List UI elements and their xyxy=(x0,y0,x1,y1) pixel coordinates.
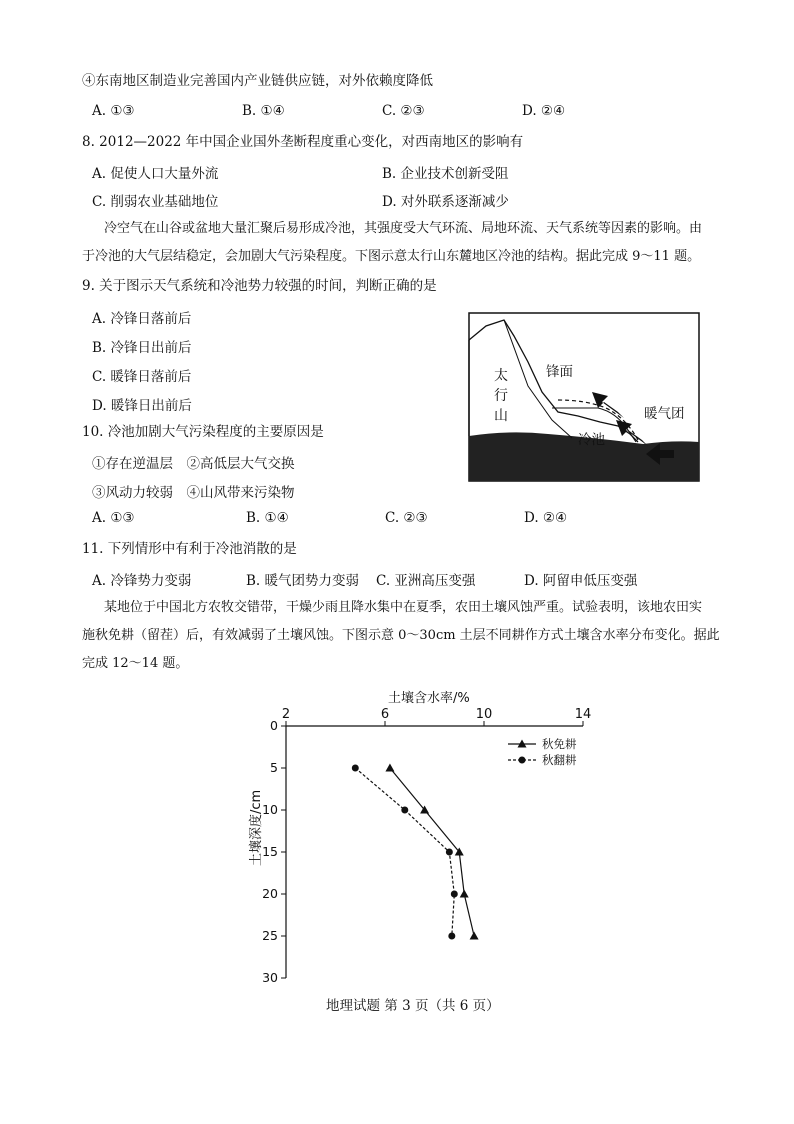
soil-moisture-chart xyxy=(238,686,618,996)
q9-stem: 9. 关于图示天气系统和冷池势力较强的时间，判断正确的是 xyxy=(82,278,437,294)
legend-label: 秋翻耕 xyxy=(542,753,577,767)
x-tick-label: 6 xyxy=(380,707,390,722)
q8-option-a: A. 促使人口大量外流 xyxy=(92,166,219,182)
circle-marker xyxy=(401,807,408,814)
q10-stem: 10. 冷池加剧大气污染程度的主要原因是 xyxy=(82,424,324,440)
chart-ylabel: 土壤深度/cm xyxy=(249,789,264,866)
y-tick-label: 5 xyxy=(270,760,278,775)
q7-option-d: D. ②④ xyxy=(522,103,566,119)
y-tick-label: 25 xyxy=(262,928,278,943)
passage-2-line-1: 某地位于中国北方农牧交错带，干燥少雨且降水集中在夏季，农田土壤风蚀严重。试验表明，该地农田实 xyxy=(104,600,703,615)
y-tick-label: 10 xyxy=(262,802,278,817)
cold-pool-diagram xyxy=(468,312,700,482)
q10-option-d: D. ②④ xyxy=(524,510,568,526)
mountain-label-1: 太 xyxy=(494,368,508,384)
mountain-label-3: 山 xyxy=(494,408,508,424)
circle-marker xyxy=(448,933,455,940)
q11-option-d: D. 阿留申低压变强 xyxy=(524,573,638,589)
passage-1-line-1: 冷空气在山谷或盆地大量汇聚后易形成冷池，其强度受大气环流、局地环流、天气系统等因素的影响。由 xyxy=(104,221,703,236)
front-label: 锋面 xyxy=(546,364,573,380)
q8-option-c: C. 削弱农业基础地位 xyxy=(92,194,219,210)
q7-option-c: C. ②③ xyxy=(382,103,425,119)
series-line-2 xyxy=(355,768,454,936)
q8-stem: 8. 2012—2022 年中国企业国外垄断程度重心变化，对西南地区的影响有 xyxy=(82,134,524,150)
x-tick-label: 10 xyxy=(475,707,493,722)
q7-item-4: ④东南地区制造业完善国内产业链供应链，对外依赖度降低 xyxy=(82,73,433,89)
q8-option-b: B. 企业技术创新受阻 xyxy=(382,166,509,182)
q9-option-d: D. 暖锋日出前后 xyxy=(92,398,192,414)
triangle-marker xyxy=(460,890,469,898)
legend-label: 秋免耕 xyxy=(542,737,577,751)
legend-circle-marker xyxy=(519,757,526,764)
x-tick-label: 2 xyxy=(281,707,291,722)
q10-option-a: A. ①③ xyxy=(92,510,135,526)
y-tick-label: 30 xyxy=(262,970,278,985)
q11-option-b: B. 暖气团势力变弱 xyxy=(246,573,360,589)
triangle-marker xyxy=(470,932,479,940)
y-tick-label: 0 xyxy=(270,718,278,733)
q10-option-b: B. ①④ xyxy=(246,510,289,526)
y-tick-label: 20 xyxy=(262,886,278,901)
circle-marker xyxy=(451,891,458,898)
passage-2-line-3: 完成 12～14 题。 xyxy=(82,656,189,671)
circle-marker xyxy=(352,765,359,772)
q9-option-b: B. 冷锋日出前后 xyxy=(92,340,192,356)
q7-option-a: A. ①③ xyxy=(92,103,135,119)
q10-option-c: C. ②③ xyxy=(385,510,428,526)
mountain-label-2: 行 xyxy=(494,388,508,404)
passage-2-line-2: 施秋免耕（留茬）后，有效减弱了土壤风蚀。下图示意 0～30cm 土层不同耕作方式土壤含水率分布变化。据此 xyxy=(82,628,720,643)
cold-pool-label: 冷池 xyxy=(578,432,605,448)
triangle-marker xyxy=(385,764,394,772)
q9-option-a: A. 冷锋日落前后 xyxy=(92,311,192,327)
q11-option-c: C. 亚洲高压变强 xyxy=(376,573,476,589)
q11-stem: 11. 下列情形中有利于冷池消散的是 xyxy=(82,541,297,557)
q8-option-d: D. 对外联系逐渐减少 xyxy=(382,194,509,210)
warm-air-label: 暖气团 xyxy=(644,406,685,422)
q9-option-c: C. 暖锋日落前后 xyxy=(92,369,192,385)
y-tick-label: 15 xyxy=(262,844,278,859)
q10-items-row-1: ①存在逆温层 ②高低层大气交换 xyxy=(92,456,295,472)
q10-items-row-2: ③风动力较弱 ④山风带来污染物 xyxy=(92,485,295,501)
circle-marker xyxy=(446,849,453,856)
page-footer: 地理试题 第 3 页（共 6 页） xyxy=(326,998,500,1014)
passage-1-line-2: 于冷池的大气层结稳定，会加剧大气污染程度。下图示意太行山东麓地区冷池的结构。据此完成 9～11 题。 xyxy=(82,249,701,264)
q7-option-b: B. ①④ xyxy=(242,103,285,119)
q11-option-a: A. 冷锋势力变弱 xyxy=(92,573,192,589)
x-tick-label: 14 xyxy=(574,707,592,722)
chart-xlabel: 土壤含水率/% xyxy=(388,691,470,706)
